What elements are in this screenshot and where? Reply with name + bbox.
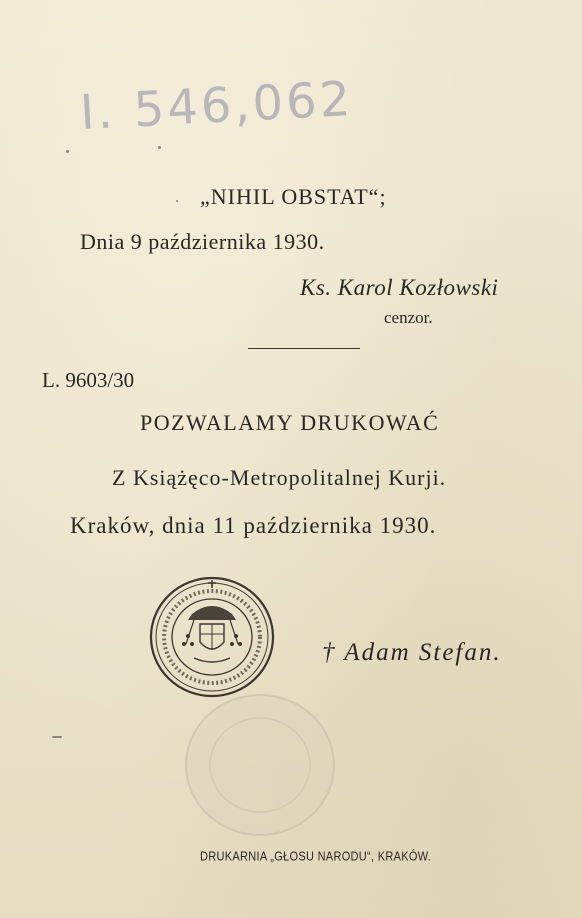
censor-date-line: Dnia 9 października 1930. <box>80 229 325 254</box>
issuing-curia: Z Książęco-Metropolitalnej Kurji. <box>112 465 447 490</box>
censor-role: cenzor. <box>384 308 433 327</box>
section-divider <box>248 348 360 349</box>
bishop-signature: † Adam Stefan. <box>322 639 502 666</box>
episcopal-seal-icon <box>148 574 276 700</box>
printer-imprint: DRUKARNIA „GŁOSU NARODU“, KRAKÓW. <box>200 850 432 864</box>
faint-seal-impression <box>180 690 340 840</box>
paper-speck <box>176 200 178 202</box>
imprimatur-heading: POZWALAMY DRUKOWAĆ <box>140 410 440 435</box>
paper-speck <box>158 146 161 149</box>
handwritten-shelfmark: I. 546,062 <box>78 70 355 142</box>
reference-number: L. 9603/30 <box>42 368 135 392</box>
nihil-obstat-heading: „NIHIL OBSTAT“; <box>200 184 387 209</box>
censor-name: Ks. Karol Kozłowski <box>300 275 499 300</box>
paper-speck <box>66 150 69 153</box>
paper-speck <box>52 736 62 738</box>
imprimatur-place-date: Kraków, dnia 11 października 1930. <box>70 513 437 538</box>
